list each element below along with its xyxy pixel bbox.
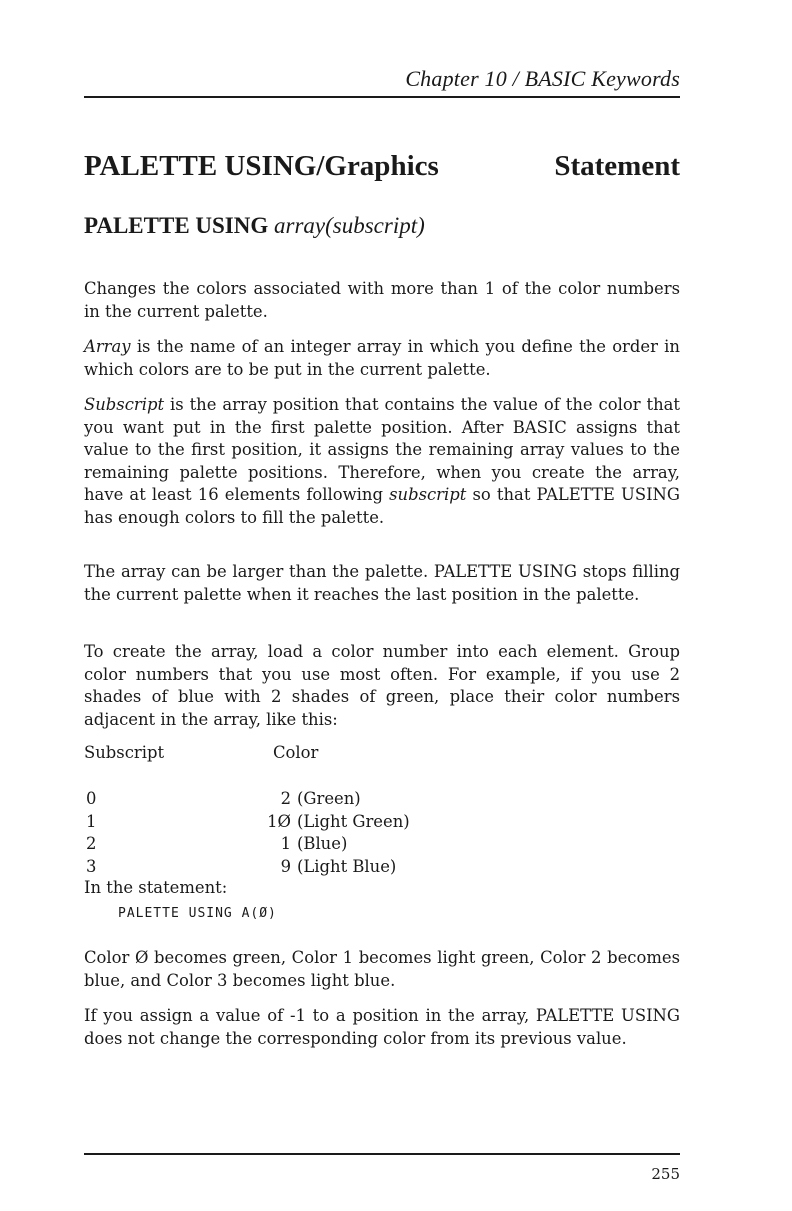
cell-color-number: 2: [280, 789, 291, 808]
table-row: [84, 811, 680, 834]
cell-color-number: 1: [280, 834, 291, 853]
cell-subscript: 0: [86, 789, 97, 808]
code-example: PALETTE USING A(Ø): [118, 906, 277, 921]
entry-type: Statement: [554, 150, 680, 182]
cell-color-name: (Light Green): [297, 811, 410, 831]
paragraph-array-text: is the name of an integer array in which you define the order in which colors are to be put in the current palette.: [84, 337, 680, 379]
manual-page: [84, 0, 680, 1211]
syntax-keyword: PALETTE USING: [84, 213, 269, 238]
syntax-line: [84, 213, 425, 239]
term-subscript-inline: subscript: [389, 485, 467, 504]
cell-subscript: 3: [86, 856, 97, 876]
paragraph-array: [84, 336, 680, 381]
column-header-subscript: Subscript: [84, 743, 165, 762]
paragraph-result: Color Ø becomes green, Color 1 becomes light green, Color 2 becomes blue, and Color 3 becomes light blue.: [84, 948, 680, 990]
column-header-color: Color: [273, 743, 319, 762]
cell-color-name: (Light Blue): [297, 856, 397, 876]
paragraph-subscript-text: is the array position that contains the value of the color that you want put in the first palette position. After BASIC assigns that value to the first position, it assigns the remaining array values to the remaining palette positions. Therefore, when you create the array, have at least 16 elements following: [84, 395, 680, 504]
paragraph-array-size: The array can be larger than the palette. PALETTE USING stops filling the current palette when it reaches the last position in the palette.: [84, 562, 680, 604]
cell-subscript: 2: [86, 834, 97, 853]
entry-title-row: [84, 150, 680, 183]
page-number: 255: [651, 1165, 680, 1183]
paragraph-create-array: To create the array, load a color number into each element. Group color numbers that you use most often. For example, if you use 2 shades of blue with 2 shades of green, place their color numbers adjacent in the array, like this:: [84, 642, 680, 729]
syntax-argument: array(subscript): [274, 213, 425, 238]
paragraph-negative-value: If you assign a value of -1 to a position in the array, PALETTE USING does not change the corresponding color from its previous value.: [84, 1006, 680, 1048]
running-header: Chapter 10 / BASIC Keywords: [405, 66, 680, 91]
cell-color-name: (Blue): [297, 834, 348, 853]
cell-subscript: 1: [86, 811, 97, 831]
cell-color-number: 9: [280, 856, 291, 876]
cell-color-name: (Green): [297, 789, 361, 808]
paragraph-subscript-end: so that PALETTE USING has enough colors to fill the palette.: [84, 485, 680, 527]
paragraph-description: Changes the colors associated with more than 1 of the color numbers in the current palette.: [84, 279, 680, 321]
header-rule: [84, 96, 680, 98]
term-array: Array: [84, 337, 131, 356]
footer-rule: [84, 1153, 680, 1155]
table-row: [84, 788, 680, 811]
entry-title: PALETTE USING/Graphics: [84, 150, 439, 182]
term-subscript: Subscript: [84, 395, 165, 414]
paragraph-in-statement: In the statement:: [84, 878, 228, 897]
color-table: [84, 788, 680, 878]
paragraph-subscript: [84, 394, 680, 529]
cell-color-number: 1Ø: [267, 811, 291, 831]
table-row: [84, 833, 680, 856]
table-row: [84, 856, 680, 879]
